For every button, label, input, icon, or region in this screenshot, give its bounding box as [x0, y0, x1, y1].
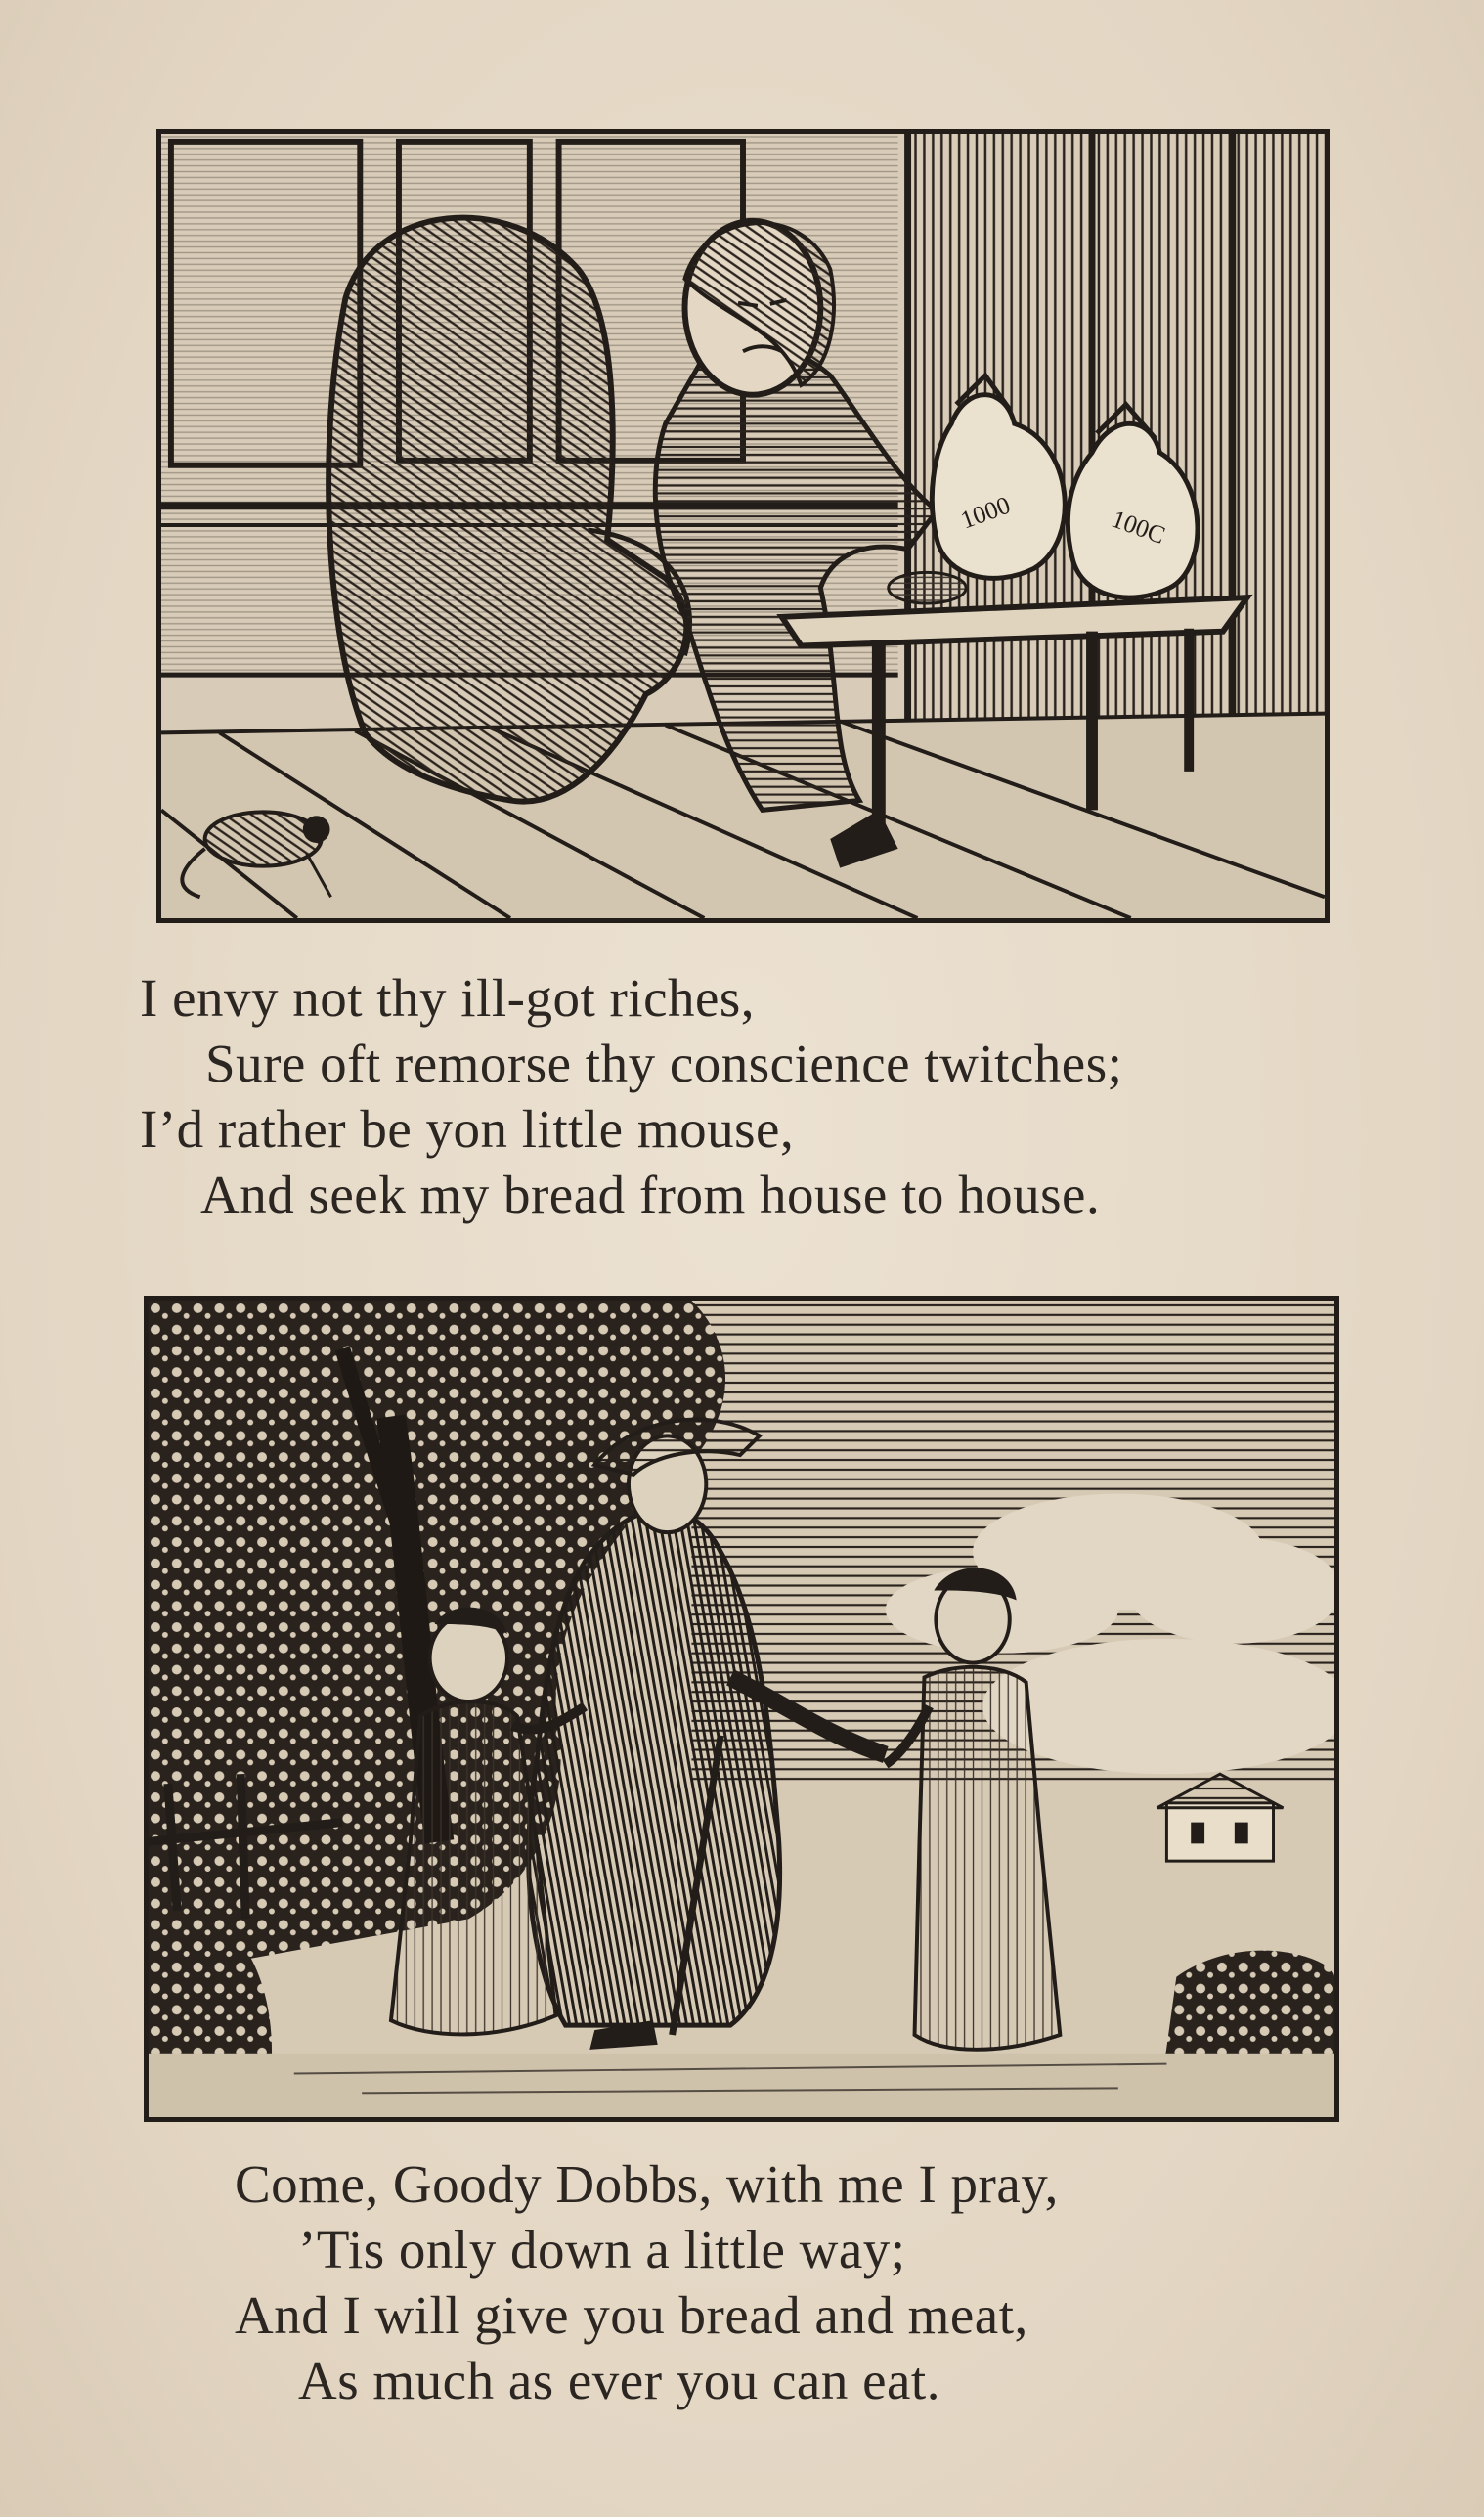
verse-bottom-line-3: And I will give you bread and meat, [235, 2285, 1028, 2345]
verse-bottom-line-4: As much as ever you can eat. [298, 2351, 940, 2410]
verse-top-line-2: Sure oft remorse thy conscience twitches; [205, 1034, 1123, 1093]
verse-bottom-line-1: Come, Goody Dobbs, with me I pray, [235, 2154, 1059, 2214]
verse-top-line-3: I’d rather be yon little mouse, [140, 1099, 795, 1159]
verse-top-line-1: I envy not thy ill-got riches, [140, 968, 756, 1028]
verse-top-line-4: And seek my bread from house to house. [200, 1165, 1101, 1224]
bag-label-right: 100C [1108, 504, 1169, 551]
bag-label-left: 1000 [956, 490, 1015, 535]
verse-bottom-line-2: ’Tis only down a little way; [298, 2220, 906, 2279]
